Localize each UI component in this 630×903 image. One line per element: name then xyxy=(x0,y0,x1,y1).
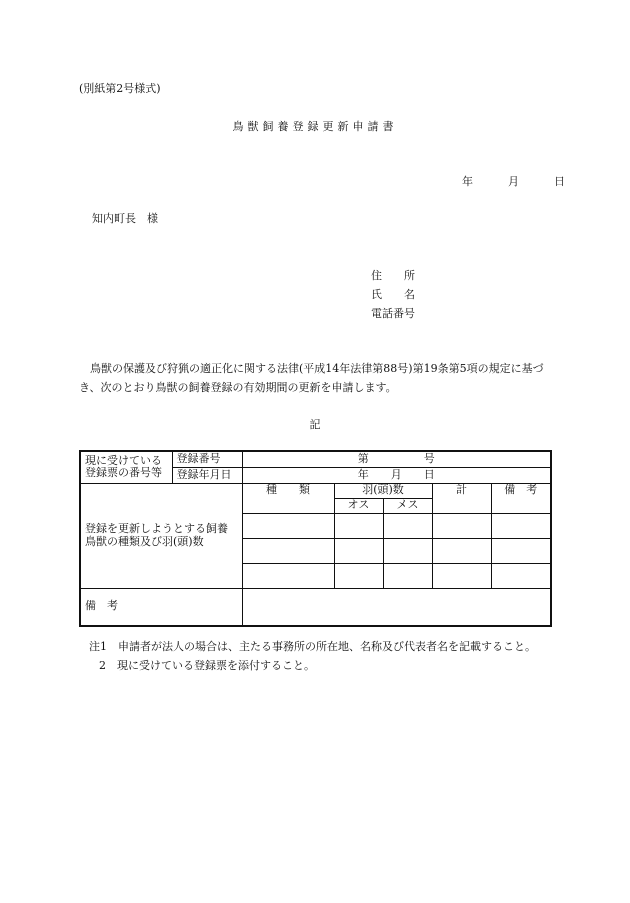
species-cell[interactable] xyxy=(242,538,334,563)
male-count-cell[interactable] xyxy=(334,563,383,588)
remarks-value[interactable] xyxy=(242,588,551,626)
addressee: 知内町長 様 xyxy=(92,212,158,225)
notes xyxy=(89,637,536,675)
registration-table xyxy=(79,450,552,627)
male-count-cell[interactable] xyxy=(334,513,383,538)
document-title: 鳥獣飼養登録更新申請書 xyxy=(232,120,398,133)
registration-date-label: 登録年月日 xyxy=(172,467,242,483)
remarks-label: 備 考 xyxy=(80,588,242,626)
male-count-cell[interactable] xyxy=(334,538,383,563)
date-line xyxy=(462,176,565,187)
application-body-text: 鳥獣の保護及び狩猟の適正化に関する法律(平成14年法律第88号)第19条第5項の規定に基づき、次のとおり鳥獣の飼養登録の有効期間の更新を申請します。 xyxy=(79,362,544,394)
applicant-phone-label: 電話番号 xyxy=(371,307,415,320)
current-registration-header-line2: 登録票の番号等 xyxy=(85,466,162,480)
registration-date-value[interactable]: 年 月 日 xyxy=(242,467,551,483)
remarks-cell[interactable] xyxy=(491,513,551,538)
ki-heading: 記 xyxy=(309,418,321,431)
form-number: (別紙第2号様式) xyxy=(79,82,161,95)
note-2: 2 現に受けている登録票を添付すること。 xyxy=(99,659,315,672)
total-cell[interactable] xyxy=(432,513,491,538)
total-cell[interactable] xyxy=(432,538,491,563)
male-column-header: オス xyxy=(334,498,383,513)
current-registration-header xyxy=(80,451,172,483)
female-count-cell[interactable] xyxy=(383,538,432,563)
count-column-header: 羽(頭)数 xyxy=(334,483,432,498)
female-count-cell[interactable] xyxy=(383,513,432,538)
total-cell[interactable] xyxy=(432,563,491,588)
remarks-cell[interactable] xyxy=(491,538,551,563)
female-count-cell[interactable] xyxy=(383,563,432,588)
species-cell[interactable] xyxy=(242,513,334,538)
species-cell[interactable] xyxy=(242,563,334,588)
note-1: 注1 申請者が法人の場合は、主たる事務所の所在地、名称及び代表者名を記載すること。 xyxy=(89,640,536,653)
remarks-column-header: 備 考 xyxy=(491,483,551,513)
female-column-header: メス xyxy=(383,498,432,513)
species-column-header: 種 類 xyxy=(242,483,334,513)
applicant-address-label: 住 所 xyxy=(371,269,415,282)
date-month: 月 xyxy=(508,175,519,188)
remarks-cell[interactable] xyxy=(491,563,551,588)
species-section-header: 登録を更新しようとする飼養鳥獣の種類及び羽(頭)数 xyxy=(80,483,242,588)
date-year: 年 xyxy=(462,175,473,188)
registration-number-value[interactable]: 第 号 xyxy=(242,451,551,467)
total-column-header: 計 xyxy=(432,483,491,513)
registration-number-label: 登録番号 xyxy=(172,451,242,467)
applicant-name-label: 氏 名 xyxy=(371,288,415,301)
current-registration-header-line1: 現に受けている xyxy=(85,453,162,467)
date-day: 日 xyxy=(554,175,565,188)
